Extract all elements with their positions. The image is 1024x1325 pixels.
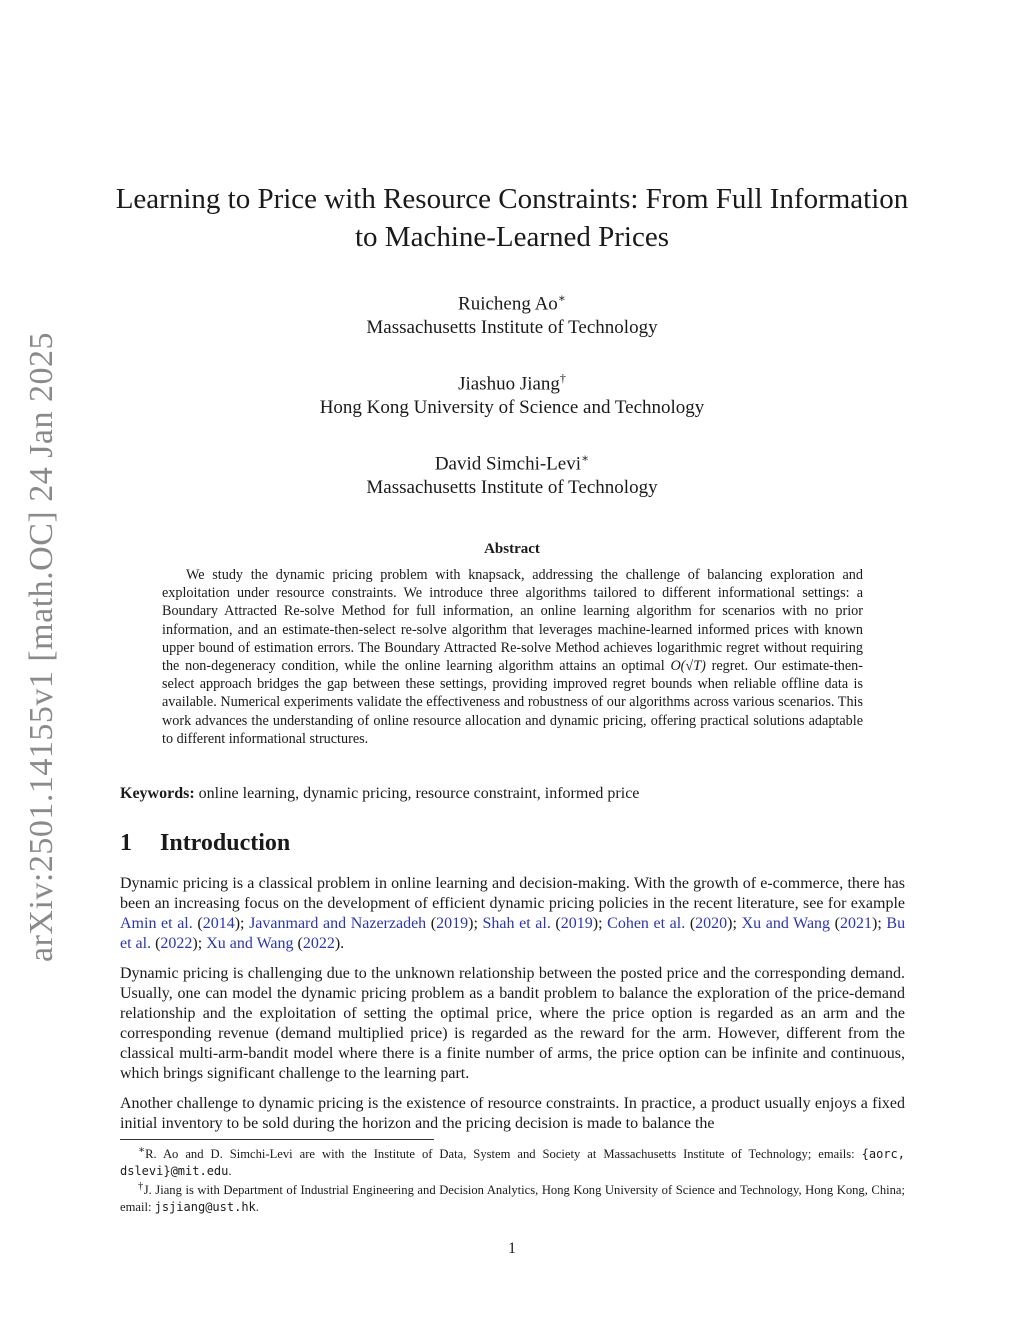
author-block-1: [200, 286, 824, 340]
intro-paragraph-3: Another challenge to dynamic pricing is the existence of resource constraints. In practice, a product usually enjoys a fixed initial inventory to be sold during the horizon and the pricing decision is made to balance the: [120, 1095, 905, 1133]
citation-year-link[interactable]: 2021: [840, 915, 872, 933]
author-block-3: [200, 446, 824, 500]
math-big-o-sqrt-t: O(√T): [670, 658, 706, 675]
author-footnote-mark: †: [559, 371, 566, 385]
citation-link[interactable]: Shah et al.: [482, 915, 551, 933]
arxiv-identifier-stamp: arXiv:2501.14155v1 [math.OC] 24 Jan 2025: [23, 331, 60, 963]
citation-year-link[interactable]: 2022: [302, 935, 335, 953]
citation-year-link[interactable]: 2022: [160, 935, 193, 953]
keywords-text: online learning, dynamic pricing, resource constraint, informed price: [194, 785, 640, 802]
footnote-2: †J. Jiang is with Department of Industrial Engineering and Decision Analytics, Hong Kong University of Science and Technology, Hong Kong, China; email: jsjiang@ust.hk.: [120, 1181, 906, 1214]
section-number: 1: [120, 830, 132, 856]
intro-paragraph-2: Dynamic pricing is challenging due to the unknown relationship between the posted price and the corresponding demand. Usually, one can model the dynamic pricing problem as a bandit problem to balance the exploration of the price-demand relationship and the exploitation of setting the optimal price, where the price option is regarded as an arm and the corresponding revenue (demand multiplied price) is regarded as the reward for the arm. However, different from the classical multi-arm-bandit model where there is a finite number of arms, the price option can be infinite and continuous, which brings significant challenge to the learning part.: [120, 965, 905, 1083]
footnote-divider: [120, 1139, 434, 1140]
author-affiliation: Massachusetts Institute of Technology: [366, 477, 658, 499]
keywords-line: [120, 784, 905, 804]
author-block-2: [200, 366, 824, 420]
footnote-1: ∗R. Ao and D. Simchi-Levi are with the Institute of Data, System and Society at Massachusetts Institute of Technology; emails: {aorc, dslevi}@mit.edu.: [120, 1145, 905, 1178]
citation-year-link[interactable]: 2020: [695, 915, 728, 933]
author-footnote-mark: ∗: [581, 451, 590, 465]
footnote-email: {aorc, dslevi}@mit.edu: [120, 1147, 905, 1178]
paper-title: [110, 180, 914, 256]
citation-year-link[interactable]: 2019: [436, 915, 469, 933]
title-line-1: Learning to Price with Resource Constraints: From Full Information: [115, 183, 909, 215]
author-name: Jiashuo Jiang†: [458, 371, 566, 395]
citation-link[interactable]: Bu et al.: [120, 915, 906, 953]
title-line-2: to Machine-Learned Prices: [354, 221, 670, 253]
author-affiliation: Hong Kong University of Science and Technology: [319, 397, 705, 419]
section-title: Introduction: [160, 830, 291, 856]
page-number: 1: [508, 1240, 516, 1257]
citation-year-link[interactable]: 2019: [560, 915, 593, 933]
citation-link[interactable]: Amin et al.: [120, 915, 193, 933]
footnote-email: jsjiang@ust.hk: [154, 1199, 256, 1214]
footnotes: [120, 1143, 905, 1215]
citation-link[interactable]: Xu and Wang: [741, 915, 831, 933]
citation-link[interactable]: Javanmard and Nazerzadeh: [249, 915, 427, 933]
intro-paragraph-1: Dynamic pricing is a classical problem in online learning and decision-making. With the growth of e-commerce, there has been an increasing focus on the development of efficient dynamic pricing policies in the recent literature, see for example Amin et al. (2014); Javanmard and Nazerzadeh (2019); Shah et al. (2019); Cohen et al. (2020); Xu and Wang (2021); Bu et al. (2022); Xu and Wang (2022).: [120, 875, 906, 953]
author-footnote-mark: ∗: [557, 291, 566, 305]
author-name: Ruicheng Ao∗: [458, 291, 566, 315]
abstract-heading: Abstract: [484, 541, 540, 557]
citation-link[interactable]: Xu and Wang: [206, 935, 294, 953]
abstract-text: We study the dynamic pricing problem with knapsack, addressing the challenge of balancing exploration and exploitation under resource constraints. We introduce three algorithms tailored to different informational settings: a Boundary Attracted Re-solve Method for full information, an online learning algorithm for scenarios with no prior information, and an estimate-then-select re-solve algorithm that leverages machine-learned informed prices with known upper bound of estimation errors. The Boundary Attracted Re-solve Method achieves logarithmic regret without requiring the non-degeneracy condition, while the online learning algorithm attains an optimal O(√T) regret. Our estimate-then-select approach bridges the gap between these settings, providing improved regret bounds when reliable offline data is available. Numerical experiments validate the effectiveness and robustness of our algorithms across various scenarios. This work advances the understanding of online resource allocation and dynamic pricing, offering practical solutions adaptable to different informational structures.: [162, 567, 864, 747]
citation-year-link[interactable]: 2014: [202, 915, 235, 933]
citation-link[interactable]: Cohen et al.: [607, 915, 686, 933]
section-heading-introduction: [120, 830, 290, 857]
author-name: David Simchi-Levi∗: [434, 451, 590, 475]
keywords-label: Keywords:: [120, 785, 195, 802]
author-affiliation: Massachusetts Institute of Technology: [366, 317, 658, 339]
